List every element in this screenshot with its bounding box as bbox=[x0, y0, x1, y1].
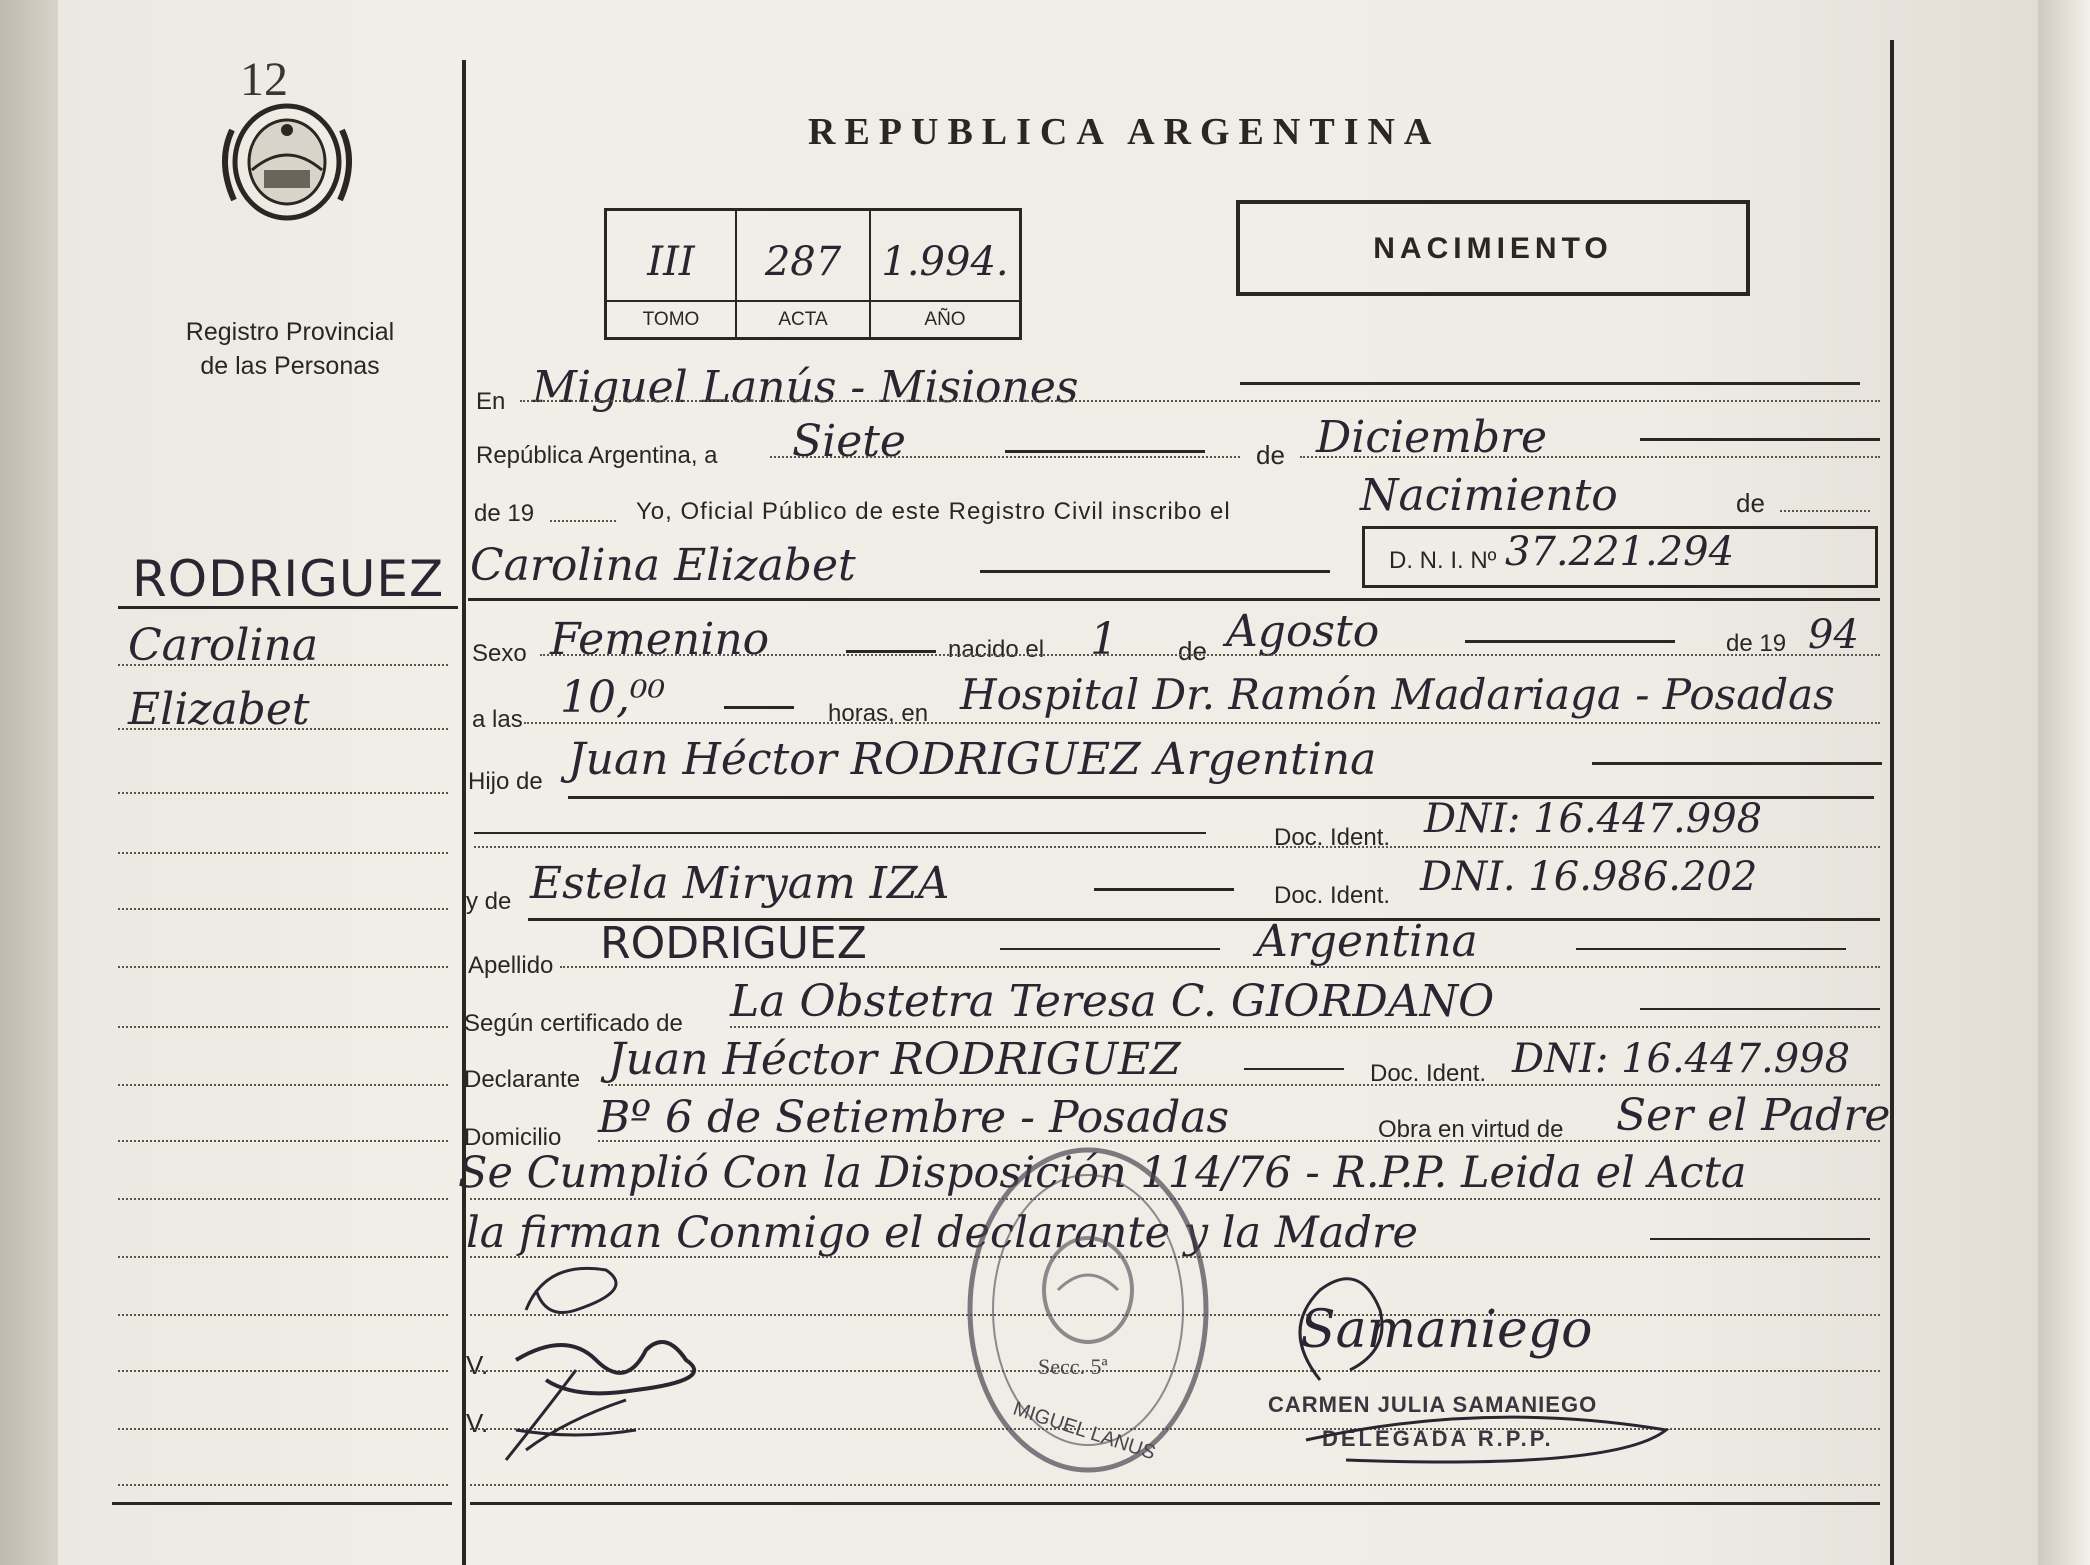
margin-rule bbox=[118, 728, 448, 730]
fill-dash bbox=[1000, 948, 1220, 950]
margin-rule bbox=[118, 1026, 448, 1028]
apellido-value: RODRIGUEZ bbox=[600, 918, 867, 969]
day-value: Siete bbox=[792, 416, 906, 467]
official-title: DELEGADA R.P.P. bbox=[1322, 1426, 1554, 1451]
declarant-signature bbox=[486, 1250, 746, 1480]
birth-year-value: 94 bbox=[1808, 612, 1859, 658]
birth-place-value: Hospital Dr. Ramón Madariaga - Posadas bbox=[960, 670, 1835, 719]
margin-rule bbox=[118, 1370, 448, 1372]
form-rule bbox=[598, 1140, 1880, 1142]
de-label: de bbox=[1256, 440, 1285, 470]
form-rule bbox=[1780, 510, 1870, 512]
fill-dash bbox=[1576, 948, 1846, 950]
act-kind-value: Nacimiento bbox=[1360, 470, 1618, 521]
fill-dash bbox=[1640, 1008, 1880, 1010]
official-name: CARMEN JULIA SAMANIEGO bbox=[1268, 1392, 1598, 1417]
father-doc-value: DNI: 16.447.998 bbox=[1424, 796, 1763, 842]
birth-time-value: 10,⁰⁰ bbox=[560, 672, 666, 723]
margin-rule bbox=[118, 1140, 448, 1142]
act-type-box bbox=[1236, 200, 1750, 296]
fill-dash bbox=[1240, 382, 1860, 385]
form-rule bbox=[730, 1026, 1880, 1028]
fill-dash bbox=[1465, 640, 1675, 643]
mother-doc-value: DNI. 16.986.202 bbox=[1420, 854, 1758, 900]
note-line-2: la firman Conmigo el declarante y la Madre bbox=[466, 1208, 1418, 1258]
form-rule bbox=[470, 1484, 1880, 1486]
acta-value: 287 bbox=[764, 239, 842, 285]
declarante-docident-label: Doc. Ident. bbox=[1370, 1060, 1487, 1087]
act-box-divider bbox=[604, 300, 1022, 302]
child-name-value: Carolina Elizabet bbox=[470, 540, 856, 591]
ano-cell bbox=[871, 211, 1019, 337]
year-prefix-label: de 19 bbox=[474, 500, 535, 527]
margin-rule bbox=[118, 1314, 448, 1316]
form-rule bbox=[540, 654, 1880, 656]
segun-label: Según certificado de bbox=[464, 1010, 683, 1037]
margin-rule bbox=[118, 852, 448, 854]
dni-value: 37.221.294 bbox=[1505, 529, 1735, 575]
fill-dash bbox=[1244, 1068, 1344, 1070]
margin-rule bbox=[118, 908, 448, 910]
de2-label: de bbox=[1736, 488, 1765, 518]
acta-cell bbox=[737, 211, 871, 337]
fill-dash bbox=[724, 706, 794, 709]
margin-mark-2: V. bbox=[466, 1408, 489, 1438]
form-rule bbox=[474, 846, 1880, 848]
oficial-text: Yo, Oficial Público de este Registro Civil inscribo el bbox=[636, 498, 1231, 525]
fill-dash bbox=[846, 650, 936, 653]
form-rule bbox=[608, 1084, 1880, 1086]
de3-label: de bbox=[1178, 636, 1207, 666]
declarante-doc-value: DNI: 16.447.998 bbox=[1512, 1036, 1851, 1082]
fill-dash bbox=[474, 832, 1206, 834]
fill-dash bbox=[1592, 762, 1882, 765]
fill-dash bbox=[1005, 450, 1205, 453]
tomo-label: TOMO bbox=[642, 309, 700, 330]
place-value: Miguel Lanús - Misiones bbox=[532, 362, 1079, 413]
act-type-label: NACIMIENTO bbox=[1373, 232, 1613, 265]
horas-label: horas, en bbox=[828, 700, 929, 727]
nacido-label: nacido el bbox=[948, 636, 1045, 663]
form-rule bbox=[520, 400, 1880, 402]
republica-label: República Argentina, a bbox=[476, 442, 718, 469]
margin-name2: Elizabet bbox=[128, 684, 310, 735]
dni-box bbox=[1362, 526, 1878, 588]
father-docident-label: Doc. Ident. bbox=[1274, 824, 1391, 851]
official-signature-loop bbox=[1286, 1380, 1686, 1480]
registry-name-line1: Registro Provincial bbox=[185, 318, 395, 346]
section-line bbox=[468, 598, 1880, 601]
fill-dash bbox=[980, 570, 1330, 573]
tomo-cell bbox=[607, 211, 737, 337]
hijo-label: Hijo de bbox=[468, 768, 543, 795]
form-rule bbox=[770, 456, 1240, 458]
margin-surname: RODRIGUEZ bbox=[132, 550, 445, 608]
note-line-1: Se Cumplió Con la Disposición 114/76 - R.P.P. Leida el Acta bbox=[458, 1148, 1747, 1198]
de19-label: de 19 bbox=[1726, 630, 1787, 657]
obra-label: Obra en virtud de bbox=[1378, 1116, 1564, 1143]
page-edge bbox=[2038, 0, 2090, 1565]
alas-label: a las bbox=[472, 706, 523, 733]
page-number: 12 bbox=[240, 53, 288, 106]
mother-docident-label: Doc. Ident. bbox=[1274, 882, 1391, 909]
ano-label: AÑO bbox=[924, 309, 966, 330]
obra-value: Ser el Padre bbox=[1616, 1090, 1891, 1141]
ano-value: 1.994. bbox=[881, 239, 1009, 285]
registry-name-line2: de las Personas bbox=[200, 352, 380, 380]
declarante-value: Juan Héctor RODRIGUEZ bbox=[608, 1034, 1181, 1085]
margin-rule bbox=[118, 1256, 448, 1258]
official-signature: Samaniego bbox=[1300, 1300, 1593, 1360]
margin-rule bbox=[118, 792, 448, 794]
act-number-box bbox=[604, 208, 1022, 340]
sexo-value: Femenino bbox=[550, 614, 770, 665]
margin-underline bbox=[118, 606, 458, 609]
dni-label: D. N. I. Nº bbox=[1389, 547, 1497, 574]
margin-rule bbox=[118, 1198, 448, 1200]
birth-day-value: 1 bbox=[1090, 614, 1118, 665]
margin-rule bbox=[118, 1484, 448, 1486]
province-seal-logo bbox=[212, 100, 362, 230]
bottom-line bbox=[470, 1502, 1880, 1505]
stamp-section: Secc. 5ª bbox=[1038, 1354, 1108, 1379]
margin-mark-1: V. bbox=[466, 1350, 489, 1380]
segun-value: La Obstetra Teresa C. GIORDANO bbox=[730, 976, 1495, 1027]
declarante-label: Declarante bbox=[464, 1066, 581, 1093]
margin-rule bbox=[118, 1428, 448, 1430]
country-title: REPUBLICA ARGENTINA bbox=[808, 111, 1441, 153]
acta-label: ACTA bbox=[778, 309, 828, 330]
margin-bottom-line bbox=[112, 1502, 452, 1505]
book-spine bbox=[0, 0, 58, 1565]
form-rule bbox=[560, 966, 1880, 968]
fill-dash bbox=[1094, 888, 1234, 891]
form-rule bbox=[1300, 456, 1880, 458]
fill-dash bbox=[1640, 438, 1880, 441]
tomo-value: III bbox=[647, 239, 695, 285]
mother-nationality-value: Argentina bbox=[1256, 916, 1478, 967]
margin-name1: Carolina bbox=[128, 620, 319, 671]
domicilio-value: Bº 6 de Setiembre - Posadas bbox=[598, 1092, 1230, 1143]
month-value: Diciembre bbox=[1316, 412, 1548, 463]
sexo-label: Sexo bbox=[472, 640, 527, 667]
form-rule bbox=[550, 520, 616, 522]
yde-label: y de bbox=[466, 888, 512, 915]
margin-rule bbox=[118, 664, 448, 666]
margin-rule bbox=[118, 966, 448, 968]
fill-dash bbox=[1650, 1238, 1870, 1240]
margin-rule bbox=[118, 1084, 448, 1086]
birth-month-value: Agosto bbox=[1226, 606, 1380, 657]
column-divider-left bbox=[462, 60, 466, 1565]
apellido-label: Apellido bbox=[468, 952, 554, 979]
domicilio-label: Domicilio bbox=[464, 1124, 562, 1151]
column-divider-right bbox=[1890, 40, 1894, 1565]
mother-value: Estela Miryam IZA bbox=[530, 858, 950, 909]
stamp-city: MIGUEL LANUS bbox=[1010, 1397, 1159, 1465]
en-label: En bbox=[476, 388, 506, 415]
official-signature-flourish bbox=[1260, 1250, 1440, 1400]
father-value: Juan Héctor RODRIGUEZ Argentina bbox=[568, 734, 1377, 785]
form-rule bbox=[524, 722, 1880, 724]
